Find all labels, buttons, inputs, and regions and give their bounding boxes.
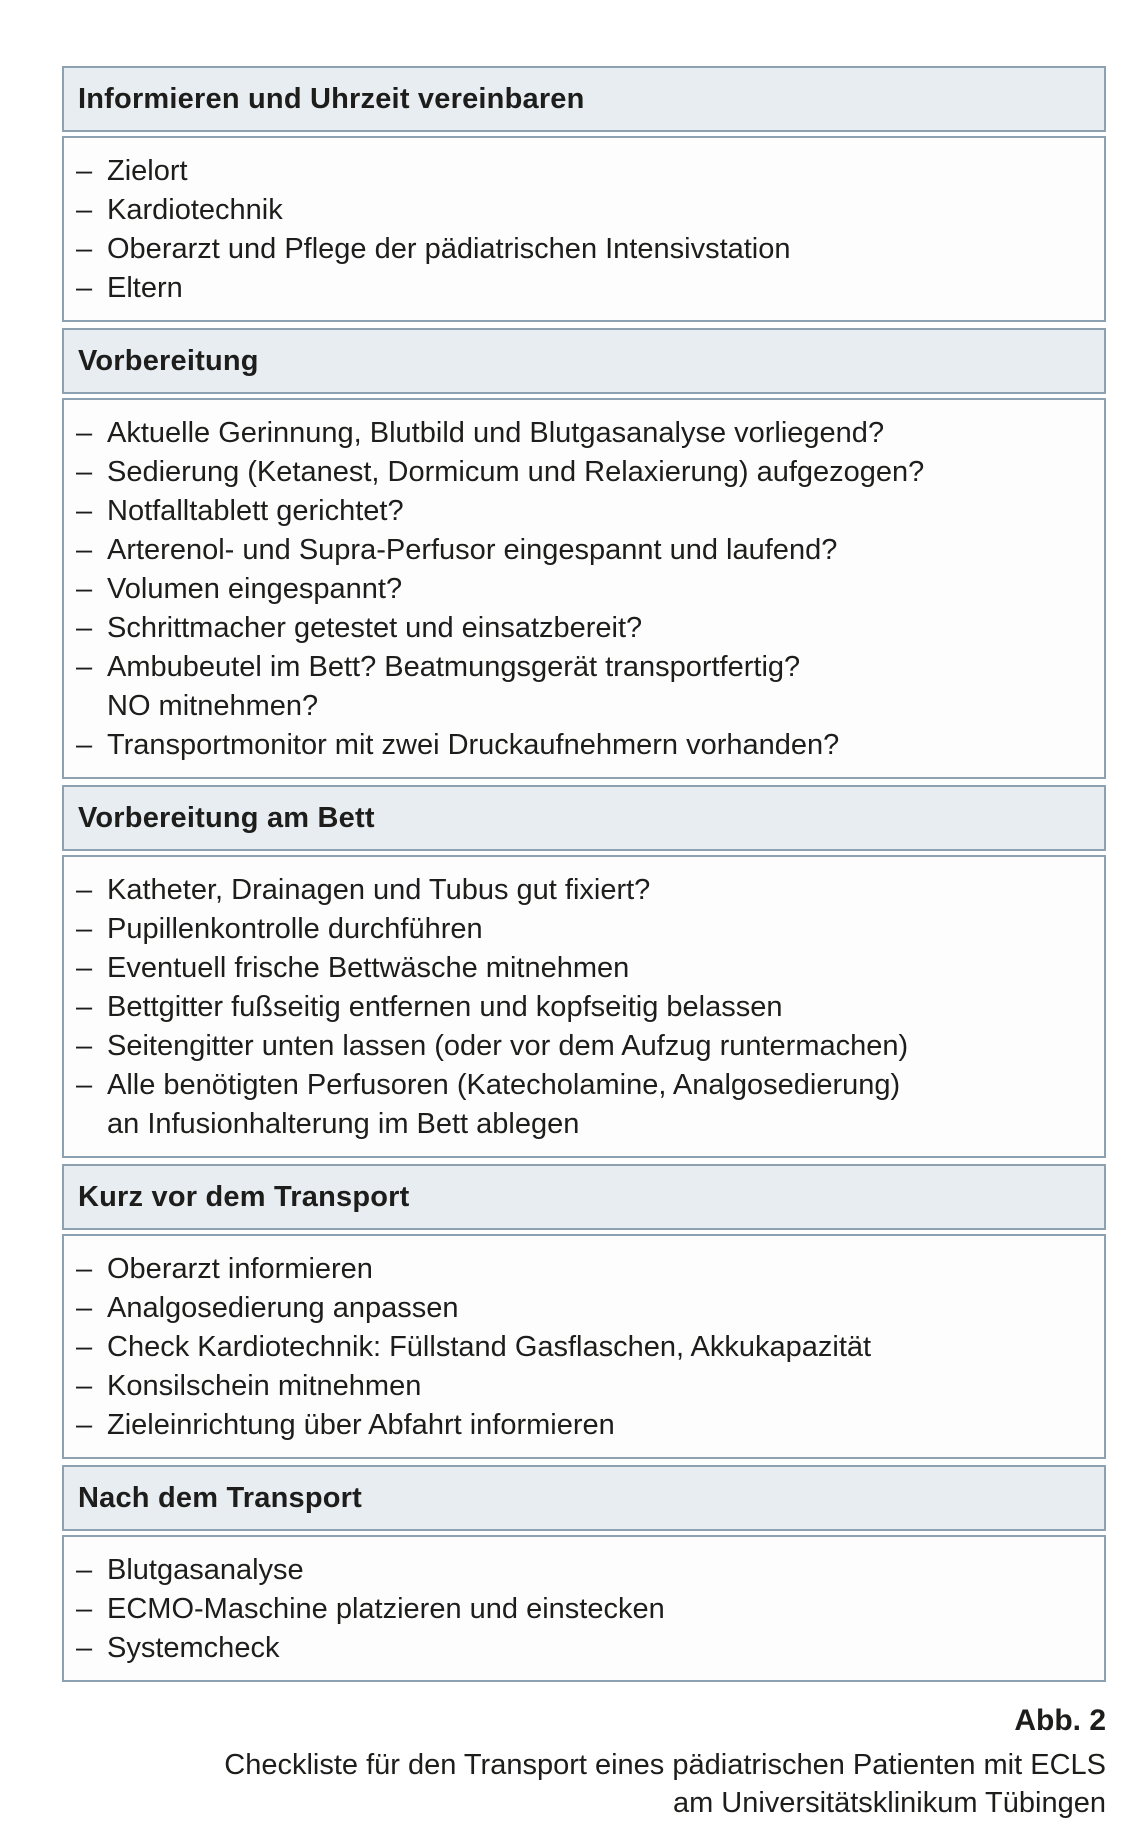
sections-container (62, 66, 1106, 1682)
item-text-line: Alle benötigten Perfusoren (Katecholamine, Analgosedierung) (107, 1069, 901, 1101)
item-bullet: – (76, 417, 93, 449)
item-text-line: Sedierung (Ketanest, Dormicum und Relaxierung) aufgezogen? (107, 456, 925, 488)
caption-text-line: Checkliste für den Transport eines pädiatrischen Patienten mit ECLS (224, 1749, 1106, 1781)
item-bullet: – (76, 1554, 93, 1586)
item-text (107, 949, 1090, 988)
item-text (107, 269, 1090, 308)
checklist-section (62, 66, 1106, 322)
section-body (62, 398, 1106, 779)
item-text (107, 988, 1090, 1027)
item-text (107, 1367, 1090, 1406)
item-bullet: – (76, 573, 93, 605)
item-text (107, 531, 1090, 570)
item-bullet: – (76, 1370, 93, 1402)
item-text (107, 1289, 1090, 1328)
item-text-line: Analgosedierung anpassen (107, 1292, 459, 1324)
caption-text-line: am Universitätsklinikum Tübingen (672, 1787, 1106, 1819)
item-text (107, 191, 1090, 230)
list-item (76, 988, 1090, 1027)
item-bullet: – (76, 1632, 93, 1664)
item-bullet: – (76, 1253, 93, 1285)
list-item (76, 648, 1090, 726)
item-text-line: Ambubeutel im Bett? Beatmungsgerät transportfertig? (107, 651, 801, 683)
item-text-line: Bettgitter fußseitig entfernen und kopfseitig belassen (107, 991, 783, 1023)
item-bullet: – (76, 233, 93, 265)
item-bullet: – (76, 1331, 93, 1363)
item-text (107, 152, 1090, 191)
list-item (76, 910, 1090, 949)
item-text-line: Notfalltablett gerichtet? (107, 495, 404, 527)
list-item (76, 1066, 1090, 1144)
item-text-line: Schrittmacher getestet und einsatzbereit? (107, 612, 643, 644)
figure-caption (62, 1702, 1106, 1822)
item-text-line: Katheter, Drainagen und Tubus gut fixiert? (107, 874, 651, 906)
section-body (62, 1234, 1106, 1459)
item-text (107, 570, 1090, 609)
item-bullet: – (76, 534, 93, 566)
section-title: Vorbereitung (78, 344, 259, 377)
item-bullet: – (76, 272, 93, 304)
section-header (62, 328, 1106, 394)
item-bullet: – (76, 651, 93, 683)
item-text-line: Systemcheck (107, 1632, 280, 1664)
item-text (107, 1328, 1090, 1367)
item-text (107, 609, 1090, 648)
item-text (107, 1066, 1090, 1144)
item-text-line: Volumen eingespannt? (107, 573, 403, 605)
list-item (76, 726, 1090, 765)
item-text-line: Konsilschein mitnehmen (107, 1370, 422, 1402)
item-bullet: – (76, 155, 93, 187)
item-bullet: – (76, 729, 93, 761)
item-text (107, 871, 1090, 910)
list-item (76, 1406, 1090, 1445)
section-title: Kurz vor dem Transport (78, 1180, 410, 1213)
item-text-line: Zielort (107, 155, 188, 187)
item-text-line: Eltern (107, 272, 183, 304)
item-text-line: NO mitnehmen? (107, 690, 319, 722)
list-item (76, 531, 1090, 570)
item-text (107, 1250, 1090, 1289)
section-header (62, 785, 1106, 851)
item-text (107, 453, 1090, 492)
section-body (62, 855, 1106, 1158)
item-text-line: ECMO-Maschine platzieren und einstecken (107, 1593, 665, 1625)
section-header (62, 66, 1106, 132)
item-text-line: an Infusionhalterung im Bett ablegen (107, 1108, 580, 1140)
list-item (76, 414, 1090, 453)
item-text (107, 1629, 1090, 1668)
list-item (76, 1328, 1090, 1367)
section-header (62, 1465, 1106, 1531)
list-item (76, 191, 1090, 230)
checklist-section (62, 785, 1106, 1158)
section-body (62, 1535, 1106, 1682)
item-text (107, 648, 1090, 726)
item-text (107, 910, 1090, 949)
list-item (76, 1250, 1090, 1289)
item-text-line: Zieleinrichtung über Abfahrt informieren (107, 1409, 615, 1441)
item-text-line: Oberarzt informieren (107, 1253, 373, 1285)
list-item (76, 453, 1090, 492)
item-text-line: Kardiotechnik (107, 194, 283, 226)
item-text (107, 492, 1090, 531)
item-text (107, 414, 1090, 453)
item-text (107, 1551, 1090, 1590)
item-bullet: – (76, 1069, 93, 1101)
item-bullet: – (76, 874, 93, 906)
list-item (76, 152, 1090, 191)
section-title: Vorbereitung am Bett (78, 801, 375, 834)
item-text-line: Blutgasanalyse (107, 1554, 304, 1586)
item-bullet: – (76, 1030, 93, 1062)
item-bullet: – (76, 495, 93, 527)
item-text-line: Pupillenkontrolle durchführen (107, 913, 483, 945)
checklist-section (62, 1164, 1106, 1459)
list-item (76, 1551, 1090, 1590)
item-text-line: Aktuelle Gerinnung, Blutbild und Blutgasanalyse vorliegend? (107, 417, 885, 449)
section-body (62, 136, 1106, 322)
item-text (107, 230, 1090, 269)
list-item (76, 269, 1090, 308)
caption-label: Abb. 2 (1014, 1704, 1106, 1737)
item-text (107, 726, 1090, 765)
checklist-section (62, 328, 1106, 779)
item-bullet: – (76, 1409, 93, 1441)
section-title: Nach dem Transport (78, 1481, 362, 1514)
list-item (76, 1027, 1090, 1066)
item-text-line: Seitengitter unten lassen (oder vor dem Aufzug runtermachen) (107, 1030, 909, 1062)
item-bullet: – (76, 913, 93, 945)
item-bullet: – (76, 612, 93, 644)
item-bullet: – (76, 952, 93, 984)
list-item (76, 570, 1090, 609)
item-text-line: Transportmonitor mit zwei Druckaufnehmern vorhanden? (107, 729, 840, 761)
item-text-line: Arterenol- und Supra-Perfusor eingespannt und laufend? (107, 534, 838, 566)
item-bullet: – (76, 1593, 93, 1625)
item-text-line: Eventuell frische Bettwäsche mitnehmen (107, 952, 630, 984)
list-item (76, 1367, 1090, 1406)
item-text-line: Oberarzt und Pflege der pädiatrischen Intensivstation (107, 233, 791, 265)
item-text (107, 1406, 1090, 1445)
item-text (107, 1027, 1090, 1066)
section-header (62, 1164, 1106, 1230)
item-text (107, 1590, 1090, 1629)
list-item (76, 230, 1090, 269)
list-item (76, 1629, 1090, 1668)
list-item (76, 871, 1090, 910)
list-item (76, 492, 1090, 531)
list-item (76, 1289, 1090, 1328)
item-bullet: – (76, 991, 93, 1023)
item-bullet: – (76, 456, 93, 488)
item-bullet: – (76, 194, 93, 226)
list-item (76, 609, 1090, 648)
list-item (76, 1590, 1090, 1629)
checklist-section (62, 1465, 1106, 1682)
item-text-line: Check Kardiotechnik: Füllstand Gasflaschen, Akkukapazität (107, 1331, 872, 1363)
item-bullet: – (76, 1292, 93, 1324)
list-item (76, 949, 1090, 988)
section-title: Informieren und Uhrzeit vereinbaren (78, 82, 585, 115)
